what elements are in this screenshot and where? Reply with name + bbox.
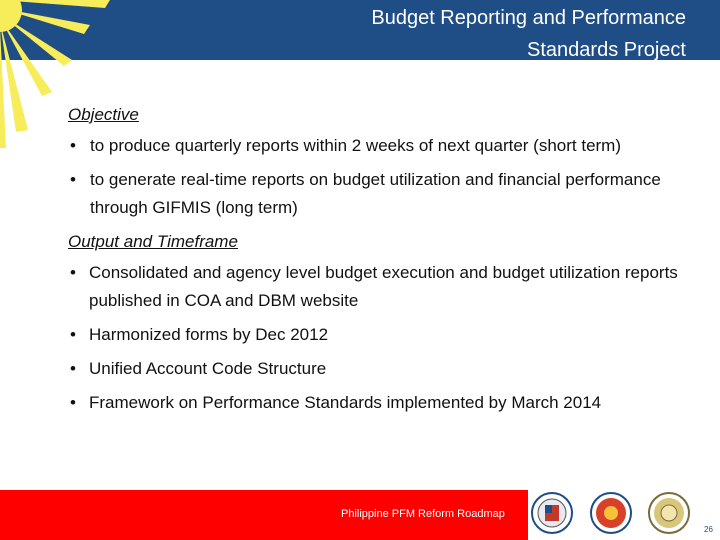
bullet-icon: •	[70, 393, 76, 412]
page-number: 26	[704, 525, 713, 534]
output-item-text: Harmonized forms by Dec 2012	[89, 325, 329, 344]
slide-content	[68, 104, 688, 417]
output-item	[68, 259, 688, 315]
slide-title-line1: Budget Reporting and Performance	[371, 7, 686, 29]
bullet-icon: •	[70, 170, 76, 189]
bullet-icon: •	[70, 359, 76, 378]
objective-item	[68, 132, 688, 160]
objective-item-text: to produce quarterly reports within 2 weeks of next quarter (short term)	[90, 136, 622, 155]
slide-title-line2: Standards Project	[527, 39, 686, 61]
objective-item	[68, 166, 688, 222]
footer-text: Philippine PFM Reform Roadmap	[341, 508, 505, 520]
objective-list	[68, 132, 688, 222]
bullet-icon: •	[70, 136, 76, 155]
output-item	[68, 355, 688, 383]
output-item-text: Framework on Performance Standards implemented by March 2014	[89, 393, 602, 412]
output-heading: Output and Timeframe	[68, 232, 238, 251]
output-item-text: Consolidated and agency level budget execution and budget utilization reports published in COA and DBM website	[89, 263, 678, 310]
bullet-icon: •	[70, 325, 76, 344]
slide-title	[371, 2, 686, 66]
output-list	[68, 259, 688, 417]
output-item-text: Unified Account Code Structure	[89, 359, 327, 378]
bullet-icon: •	[70, 263, 76, 282]
objective-item-text: to generate real-time reports on budget utilization and financial performance through GIFMIS (long term)	[90, 170, 661, 217]
output-item	[68, 389, 688, 417]
output-item	[68, 321, 688, 349]
coa-seal-icon	[531, 492, 573, 534]
dbm-seal-icon	[590, 492, 632, 534]
dof-seal-icon	[648, 492, 690, 534]
objective-heading: Objective	[68, 105, 139, 124]
